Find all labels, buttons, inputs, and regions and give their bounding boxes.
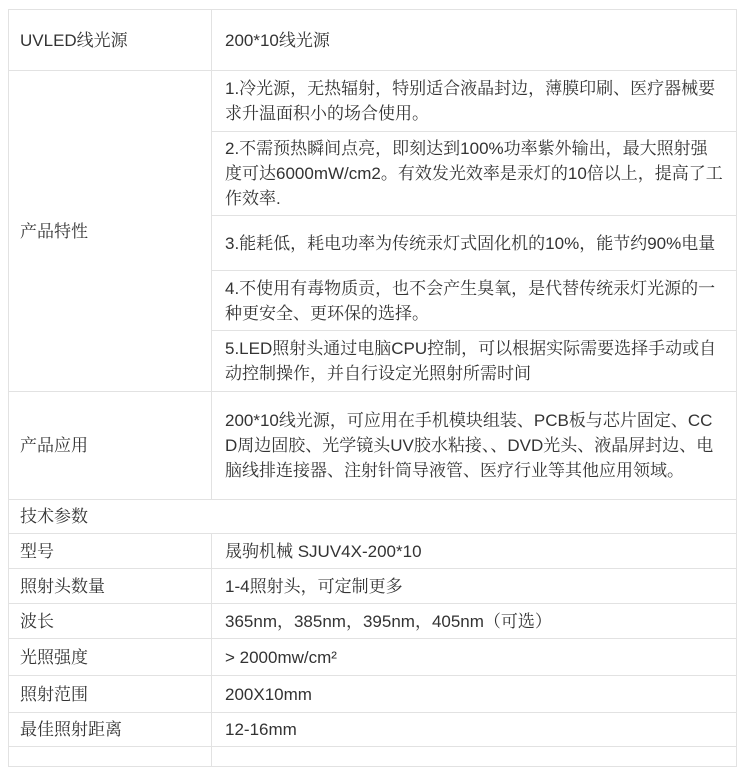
clipped-row <box>9 747 737 767</box>
clipped-cell <box>212 747 737 767</box>
param-value: 200X10mm <box>212 676 737 713</box>
param-row-intensity <box>9 639 737 676</box>
param-value: 365nm，385nm，395nm，405nm（可选） <box>212 604 737 639</box>
param-value: 晟驹机械 SJUV4X-200*10 <box>212 534 737 569</box>
param-row-wavelength <box>9 604 737 639</box>
tech-params-title: 技术参数 <box>9 500 737 534</box>
features-section-label: 产品特性 <box>9 71 212 392</box>
param-row-model <box>9 534 737 569</box>
application-row <box>9 392 737 500</box>
param-value: > 2000mw/cm² <box>212 639 737 676</box>
feature-row-1 <box>9 71 737 132</box>
feature-item-4: 4.不使用有毒物质贡，也不会产生臭氧，是代替传统汞灯光源的一种更安全、更环保的选择。 <box>212 271 737 331</box>
product-name-value: 200*10线光源 <box>212 10 737 71</box>
param-label: 波长 <box>9 604 212 639</box>
tech-params-header-row <box>9 500 737 534</box>
param-row-distance <box>9 713 737 747</box>
param-label: 照射头数量 <box>9 569 212 604</box>
param-label: 光照强度 <box>9 639 212 676</box>
param-row-range <box>9 676 737 713</box>
feature-item-3: 3.能耗低，耗电功率为传统汞灯式固化机的10%，能节约90%电量 <box>212 216 737 271</box>
param-label: 最佳照射距离 <box>9 713 212 747</box>
product-spec-table <box>8 9 737 767</box>
clipped-cell <box>9 747 212 767</box>
param-label: 照射范围 <box>9 676 212 713</box>
param-value: 1-4照射头，可定制更多 <box>212 569 737 604</box>
feature-item-5: 5.LED照射头通过电脑CPU控制，可以根据实际需要选择手动或自动控制操作，并自行设定光照射所需时间 <box>212 331 737 392</box>
param-row-head-count <box>9 569 737 604</box>
application-section-label: 产品应用 <box>9 392 212 500</box>
param-value: 12-16mm <box>212 713 737 747</box>
param-label: 型号 <box>9 534 212 569</box>
feature-item-1: 1.冷光源，无热辐射，特别适合液晶封边，薄膜印刷、医疗器械要求升温面积小的场合使用。 <box>212 71 737 132</box>
feature-item-2: 2.不需预热瞬间点亮，即刻达到100%功率紫外输出，最大照射强度可达6000mW/cm2。有效发光效率是汞灯的10倍以上，提高了工作效率. <box>212 132 737 216</box>
header-row <box>9 10 737 71</box>
application-value: 200*10线光源，可应用在手机模块组装、PCB板与芯片固定、CCD周边固胶、光学镜头UV胶水粘接、、DVD光头、液晶屏封边、电脑线排连接器、注射针筒导液管、医疗行业等其他应用领域。 <box>212 392 737 500</box>
product-name-label: UVLED线光源 <box>9 10 212 71</box>
